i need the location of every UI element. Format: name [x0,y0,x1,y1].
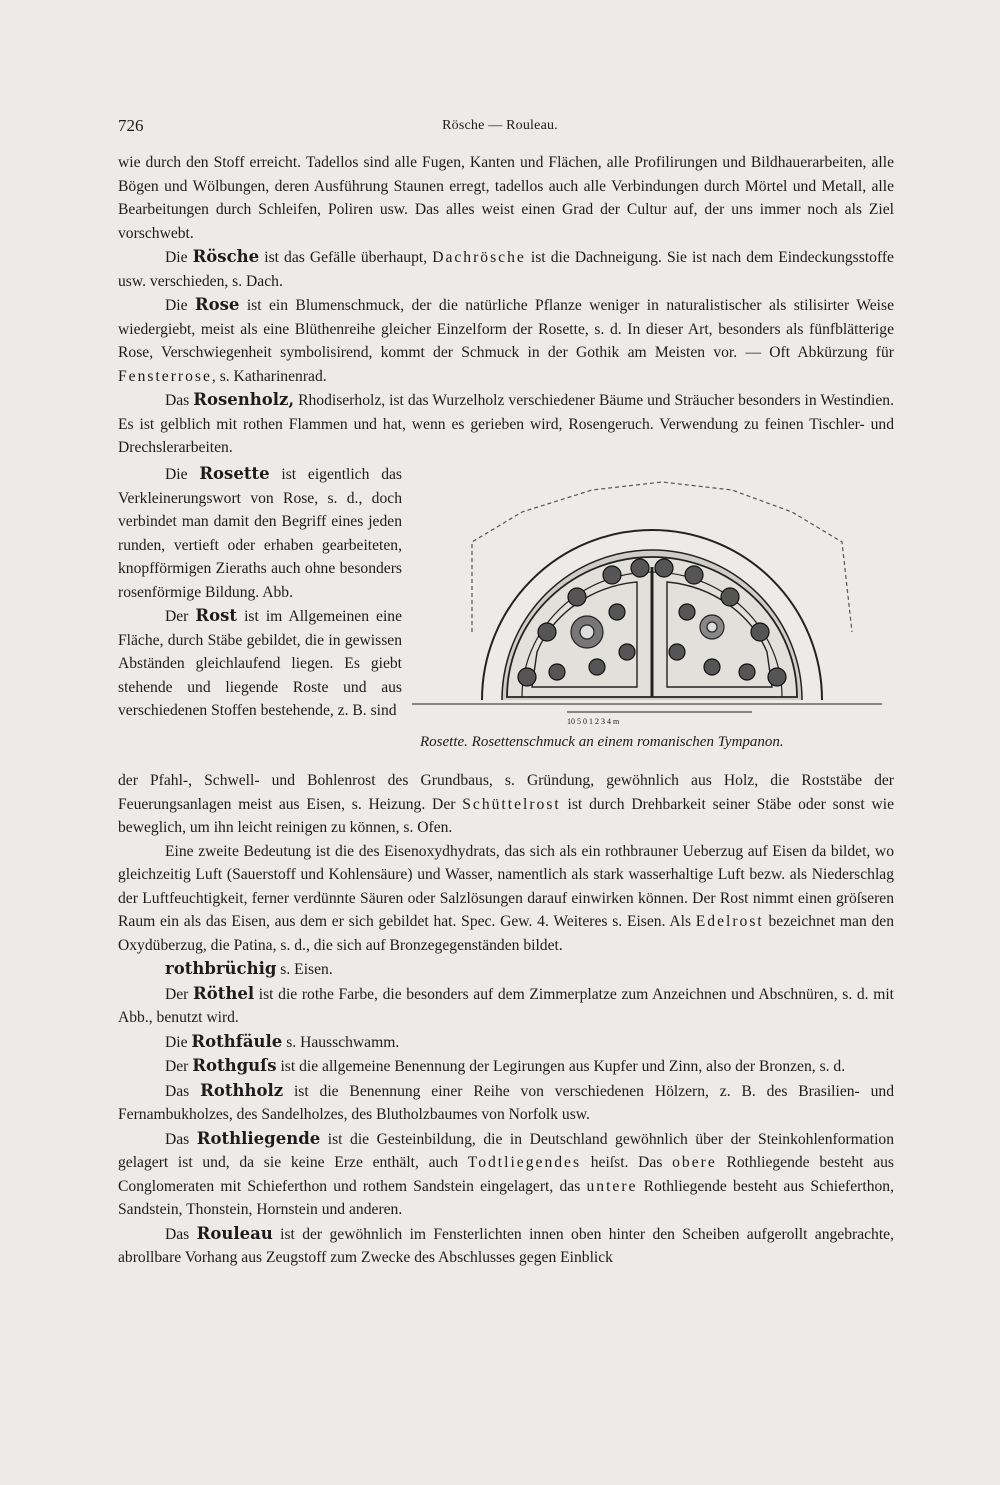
headword: Rosenholz, [193,390,295,409]
paragraph: Eine zweite Bedeutung ist die des Eisenoxydhydrats, das sich als ein rothbrauner Ueberzug auf Eisen da bildet, wo gleichzeitig Luft (Sauerstoff und Kohlensäure) und Wasser, namentlich als stark wasserhaltige Luft bezw. als Niederschlag der Luftfeuchtigkeit, ferner verdünnte Säuren oder Salzlösungen darauf einwirken können. Der Rost nimmt einen gröſseren Raum ein als das Eisen, aus dem er sich gebildet hat. Spec. Gew. 4. Weiteres s. Eisen. Als Edelrost bezeichnet man den Oxydüberzug, die Patina, s. d., die sich auf Bronzegegenständen bildet. [118,842,894,954]
entry-rose: Die Rose ist ein Blumenschmuck, der die natürliche Pflanze weniger in naturalistischer als stilisirter Weise wiedergiebt, meist als eine Blüthenreihe gleicher Einzelform der Rosette, s. d. In dieser Art, besonders als fünfblätterige Rose, Verschwiegenheit symbolisirend, kommt der Schmuck in der Gothik am Meisten vor. — Oft Abkürzung für Fensterrose, s. Katharinenrad. [118,295,894,385]
headword: Rösche [192,247,260,266]
entry-rothbruechig: rothbrüchig s. Eisen. [165,959,333,978]
entry-rothholz: Das Rothholz ist die Benennung einer Reihe von verschiedenen Hölzern, z. B. des Brasilien- und Fernambukholzes, des Sandelholzes, des Blutholzbaumes von Norfolk usw. [118,1080,894,1123]
entry-rothfaeule: Die Rothfäule s. Hausschwamm. [165,1031,400,1051]
headword: Rothguſs [192,1056,277,1075]
entry-rothliegende: Das Rothliegende ist die Gesteinbildung, die in Deutschland gewöhnlich über der Steinkohlenformation gelagert ist und, da sie keine Erze enthält, auch Todtliegendes heiſst. Das obere Rothliegende besteht aus Conglomeraten mit Schieferthon und rothem Sandstein eingelagert, das untere Rothliegende besteht aus Schieferthon, Sandstein, Thonstein, Hornstein und anderen. [118,1128,895,1218]
headword: Rouleau [196,1223,273,1243]
headword: Rost [195,606,238,625]
figure-caption: Rosette. Rosettenschmuck an einem romanischen Tympanon. [420,734,784,750]
headword: Röthel [193,983,255,1003]
paragraph: der Pfahl-, Schwell- und Bohlenrost des Grundbaus, s. Gründung, gewöhnlich aus Holz, die Roststäbe der Feuerungsanlagen meist aus Eisen, s. Heizung. Der Schüttelrost ist durch Drehbarkeit seiner Stäbe oder sonst wie beweglich, um ihn leicht reinigen zu können, s. Ofen. [118,772,894,836]
running-title: Rösche — Rouleau. [442,118,558,133]
headword: Rothholz [200,1080,284,1100]
text-block-narrow [118,462,402,723]
entry-rouleau: Das Rouleau ist der gewöhnlich im Fensterlichten innen oben hinter den Scheiben aufgerollt angebrachte, abrollbare Vorhang aus Zeugstoff zum Zwecke des Abschlusses gegen Einblick [118,1223,894,1266]
text-block-top [118,151,894,460]
tympanon-illustration [412,472,902,732]
text-block-bottom [118,769,894,1270]
headword: Rosette [199,464,270,483]
headword: Rothfäule [191,1031,283,1051]
entry-roesche: Die Rösche ist das Gefälle überhaupt, Dachrösche ist die Dachneigung. Sie ist nach dem Eindeckungsstoffe usw. verschieden, s. Dach. [118,247,894,290]
entry-roethel: Der Röthel ist die rothe Farbe, die besonders auf dem Zimmerplatze zum Anzeichnen und Abschnüren, s. d. mit Abb., benutzt wird. [118,983,894,1026]
entry-rosenholz: Das Rosenholz, Rhodiserholz, ist das Wurzelholz verschiedener Bäume und Sträucher besonders in Westindien. Es ist gelblich mit rothen Flammen und hat, wenn es gerieben wird, Rosengeruch. Verwendung zu feinen Tischler- und Drechslerarbeiten. [118,390,894,456]
headword: Rothliegende [196,1128,321,1148]
page-number: 726 [118,116,144,135]
entry-rost: Der Rost ist im Allgemeinen eine Fläche, durch Stäbe gebildet, die in gewissen Abständen gleichlaufend liegen. Es giebt stehende und liegende Roste und aus verschiedenen Stoffen bestehende, z. B. sind [118,606,402,719]
entry-rothguss: Der Rothguſs ist die allgemeine Benennung der Legirungen aus Kupfer und Zinn, also der Bronzen, s. d. [165,1056,846,1075]
headword: Rose [194,295,240,314]
scale-label: 10 5 0 1 2 3 4 m [567,717,620,726]
entry-rosette: Die Rosette ist eigentlich das Verkleinerungswort von Rose, s. d., doch verbindet man damit den Begriff eines jeden runden, vertieft oder erhaben gearbeiteten, knopfförmigen Zieraths auch ohne besonders rosenförmige Bildung. Abb. [118,464,402,601]
paragraph: wie durch den Stoff erreicht. Tadellos sind alle Fugen, Kanten und Flächen, alle Profilirungen und Bildhauerarbeiten, alle Bögen und Wölbungen, deren Ausführung Staunen erregt, tadellos auch alle Verbindungen durch Mörtel und Metall, alle Bearbeitungen durch Schleifen, Poliren usw. Das alles weist einen Grad der Cultur auf, der uns immer noch als Ziel vorschwebt. [118,154,894,242]
headword: rothbrüchig [165,959,277,978]
